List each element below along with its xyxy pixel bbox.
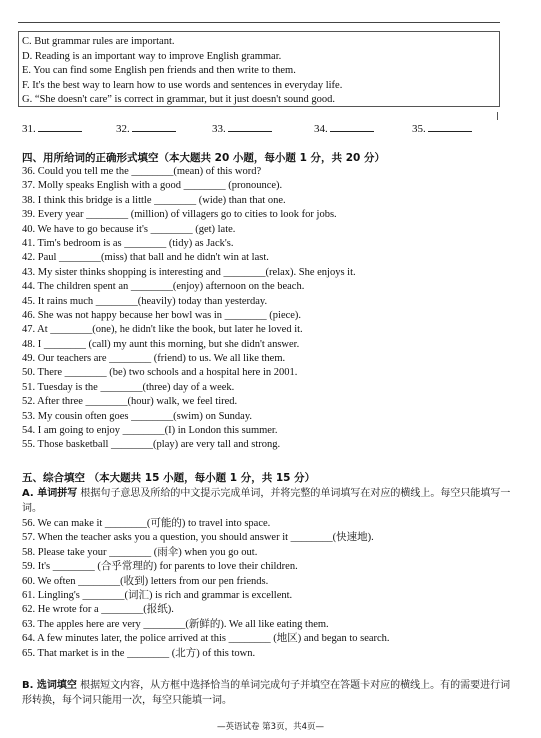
section5-questions xyxy=(22,517,390,661)
page-footer: —英语试卷 第3页，共4页— xyxy=(216,722,325,732)
question-55: 55. Those basketball ________(play) are very tall and strong. xyxy=(22,439,281,451)
question-43: 43. My sister thinks shopping is interesting and ________(relax). She enjoys it. xyxy=(22,266,356,278)
answer-31: 31. xyxy=(22,120,82,135)
option-g: G. “She doesn't care” is correct in grammar, but it just doesn't sound good. xyxy=(22,94,336,105)
section4-heading: 四、用所给词的正确形式填空（本大题共 20 小题，每小题 1 分，共 20 分） xyxy=(22,152,385,164)
question-40: 40. We have to go because it's ________ (get) late. xyxy=(22,223,236,235)
question-50: 50. There ________ (be) two schools and a hospital here in 2001. xyxy=(22,367,298,379)
option-e: E. You can find some English pen friends and then write to them. xyxy=(22,65,296,76)
answer-blanks-row xyxy=(22,120,512,136)
question-64: 64. A few minutes later, the police arrived at this ________ (地区) and began to search. xyxy=(22,633,390,645)
section5-heading: 五、综合填空 （本大题共 15 小题，每小题 1 分，共 15 分） xyxy=(22,472,316,484)
question-59: 59. It's ________ (合乎常理的) for parents to love their children. xyxy=(22,561,298,573)
answer-blank[interactable] xyxy=(132,120,176,132)
question-58: 58. Please take your ________ (雨伞) when you go out. xyxy=(22,546,258,558)
option-d: D. Reading is an important way to improve English grammar. xyxy=(22,50,282,62)
question-49: 49. Our teachers are ________ (friend) to us. We all like them. xyxy=(22,353,286,365)
part-a-instructions xyxy=(22,486,518,516)
question-45: 45. It rains much ________(heavily) today than yesterday. xyxy=(22,295,268,307)
answer-35: 35. xyxy=(412,120,472,135)
question-51: 51. Tuesday is the ________(three) day of a week. xyxy=(22,381,235,393)
question-65: 65. That market is in the ________ (北方) of this town. xyxy=(22,647,256,659)
question-44: 44. The children spent an ________(enjoy) afternoon on the beach. xyxy=(22,281,305,293)
answer-33: 33. xyxy=(212,120,272,135)
question-37: 37. Molly speaks English with a good ________ (pronounce). xyxy=(22,180,283,192)
question-42: 42. Paul ________(miss) that ball and he didn't win at last. xyxy=(22,252,269,264)
question-36: 36. Could you tell me the ________(mean) of this word? xyxy=(22,166,262,177)
question-39: 39. Every year ________ (million) of villagers go to cities to look for jobs. xyxy=(22,209,337,221)
part-a-label: A. 单词拼写 xyxy=(22,488,78,499)
question-52: 52. After three ________(hour) walk, we feel tired. xyxy=(22,396,238,408)
section4-questions xyxy=(22,165,356,453)
question-48: 48. I ________ (call) my aunt this morning, but she didn't answer. xyxy=(22,338,300,350)
answer-blank[interactable] xyxy=(428,120,472,132)
question-56: 56. We can make it ________(可能的) to travel into space. xyxy=(22,518,271,529)
question-47: 47. At ________(one), he didn't like the book, but later he loved it. xyxy=(22,324,303,336)
question-41: 41. Tim's bedroom is as ________ (tidy) as Jack's. xyxy=(22,237,234,249)
question-57: 57. When the teacher asks you a question, you should answer it ________(快速地). xyxy=(22,532,374,544)
question-63: 63. The apples here are very ________(新鲜的). We all like eating them. xyxy=(22,618,329,630)
answer-blank[interactable] xyxy=(228,120,272,132)
part-b-instructions xyxy=(22,678,518,708)
question-38: 38. I think this bridge is a little ________ (wide) than that one. xyxy=(22,194,286,206)
answer-blank[interactable] xyxy=(38,120,82,132)
top-rule xyxy=(18,22,500,23)
part-b-text: 根据短文内容，从方框中选择恰当的单词完成句子并填空在答题卡对应的横线上。有的需要进行词形转换，每个词只能用一次，每空只能填一词。 xyxy=(22,680,511,706)
box-edge-mark xyxy=(497,112,498,120)
question-62: 62. He wrote for a ________(报纸). xyxy=(22,604,174,616)
option-c: C. But grammar rules are important. xyxy=(22,36,175,47)
question-53: 53. My cousin often goes ________(swim) on Sunday. xyxy=(22,410,253,422)
question-61: 61. Lingling's ________(词汇) is rich and grammar is excellent. xyxy=(22,589,293,601)
option-f: F. It's the best way to learn how to use words and sentences in everyday life. xyxy=(22,79,343,91)
question-60: 60. We often ________(收到) letters from our pen friends. xyxy=(22,575,269,587)
question-46: 46. She was not happy because her bowl was in ________ (piece). xyxy=(22,309,302,321)
answer-34: 34. xyxy=(314,120,374,135)
answer-blank[interactable] xyxy=(330,120,374,132)
options-box xyxy=(18,31,500,107)
question-54: 54. I am going to enjoy ________(I) in London this summer. xyxy=(22,425,278,437)
answer-32: 32. xyxy=(116,120,176,135)
part-a-text: 根据句子意思及所给的中文提示完成单词，并将完整的单词填写在对应的横线上。每空只能填写一词。 xyxy=(22,488,511,514)
part-b-label: B. 选词填空 xyxy=(22,680,77,691)
